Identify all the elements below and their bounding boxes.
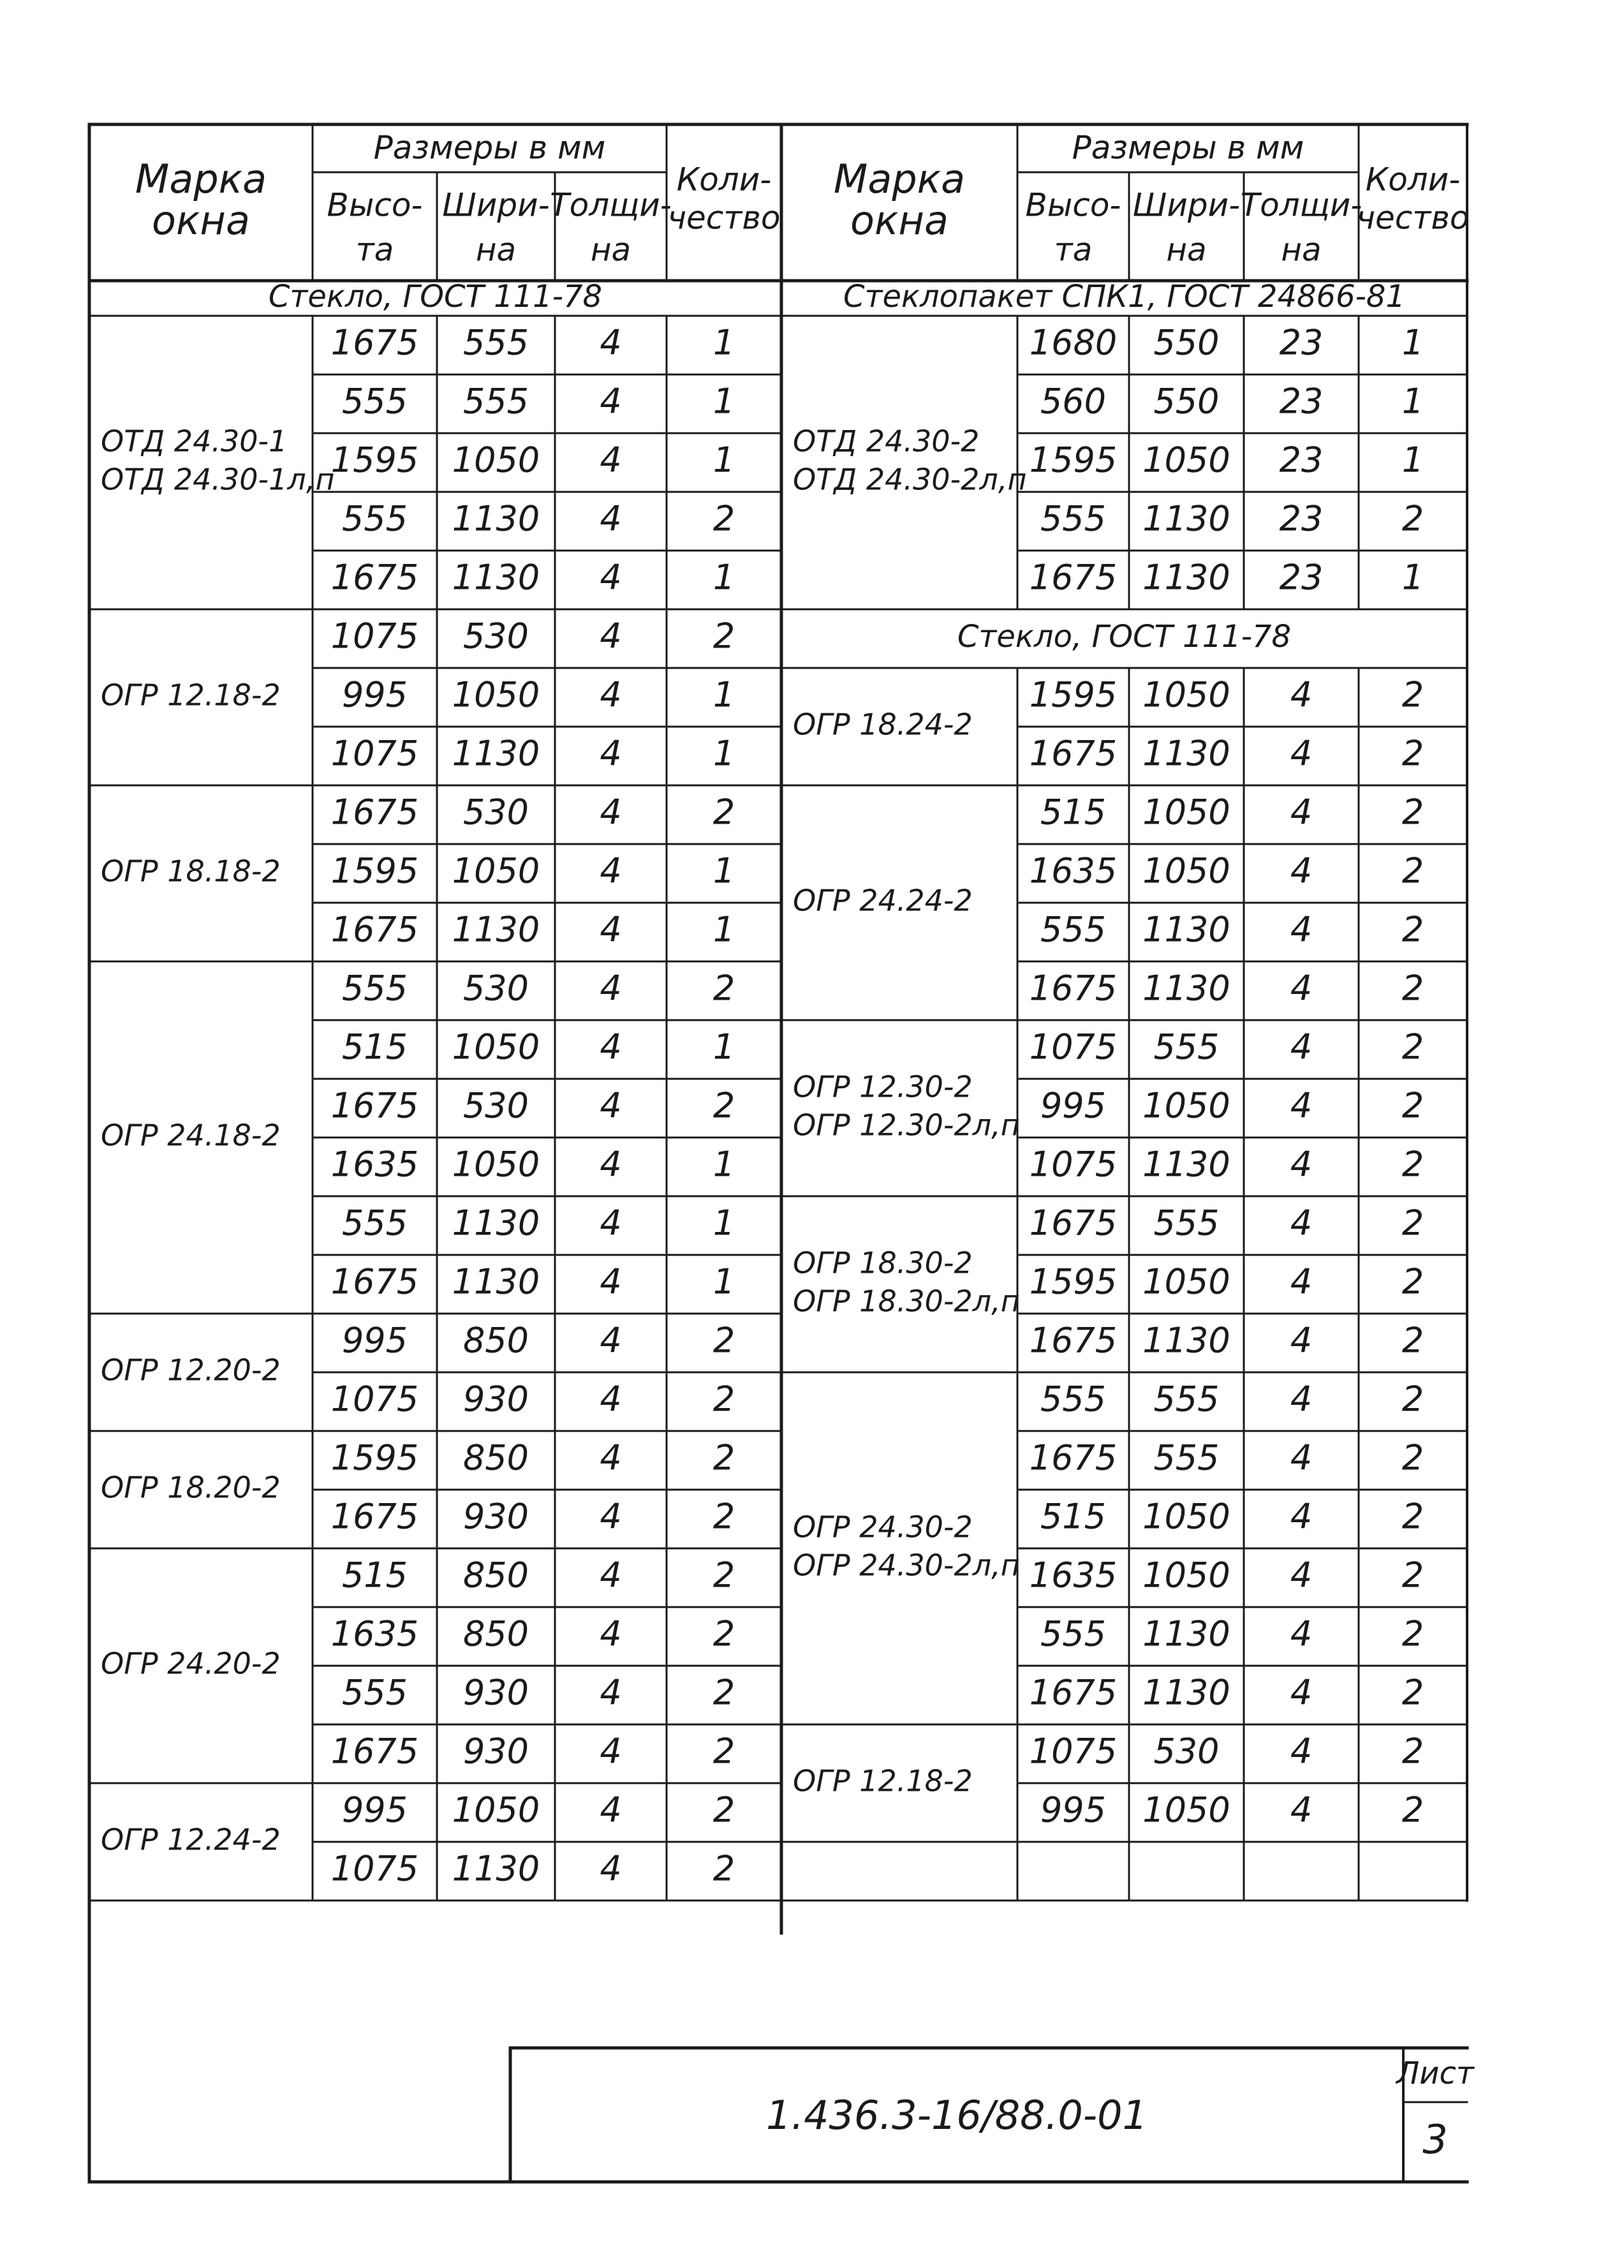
right-cell-quantity: 2 bbox=[1401, 909, 1424, 950]
right-cell-height: 1075 bbox=[1029, 1731, 1118, 1772]
left-cell-quantity: 2 bbox=[712, 792, 735, 833]
left-header-quantity: чество bbox=[667, 199, 781, 237]
right-cell-height: 1680 bbox=[1029, 322, 1118, 363]
right-section-title: Стеклопакет СПК1, ГОСТ 24866-81 bbox=[843, 279, 1406, 315]
left-cell-width: 1050 bbox=[452, 1027, 540, 1067]
right-cell-width: 550 bbox=[1153, 381, 1220, 422]
right-window-mark: ОГР 24.30-2 bbox=[793, 1509, 973, 1545]
left-cell-thickness: 4 bbox=[600, 1203, 622, 1243]
right-header-thickness: на bbox=[1281, 231, 1322, 269]
left-cell-quantity: 1 bbox=[712, 322, 735, 363]
right-cell-quantity: 2 bbox=[1401, 1613, 1424, 1654]
left-cell-thickness: 4 bbox=[600, 1085, 622, 1126]
right-cell-width: 555 bbox=[1153, 1203, 1220, 1243]
right-cell-thickness: 4 bbox=[1290, 850, 1313, 891]
right-cell-thickness: 4 bbox=[1290, 1790, 1313, 1830]
left-cell-width: 1130 bbox=[452, 1261, 540, 1302]
sheet-number: 3 bbox=[1422, 2116, 1448, 2163]
right-cell-width: 1130 bbox=[1142, 498, 1230, 539]
right-header-thickness: Толщи- bbox=[1240, 186, 1362, 224]
right-cell-width: 555 bbox=[1153, 1027, 1220, 1067]
right-header-quantity: чество bbox=[1356, 199, 1470, 237]
right-section-title: Стекло, ГОСТ 111-78 bbox=[957, 619, 1292, 655]
table-grid bbox=[89, 124, 1467, 2182]
left-cell-height: 555 bbox=[341, 498, 408, 539]
right-cell-quantity: 2 bbox=[1401, 1496, 1424, 1537]
left-cell-thickness: 4 bbox=[600, 1731, 622, 1772]
right-cell-width: 1050 bbox=[1142, 440, 1230, 480]
left-cell-thickness: 4 bbox=[600, 498, 622, 539]
right-cell-height: 1675 bbox=[1029, 733, 1118, 774]
left-cell-height: 1675 bbox=[330, 1731, 419, 1772]
right-window-mark: ОГР 24.30-2л,п bbox=[793, 1548, 1020, 1583]
left-cell-thickness: 4 bbox=[600, 674, 622, 715]
right-cell-quantity: 2 bbox=[1401, 498, 1424, 539]
right-window-mark: ОГР 18.30-2 bbox=[793, 1245, 973, 1280]
left-cell-height: 1635 bbox=[330, 1144, 419, 1185]
left-cell-thickness: 4 bbox=[600, 1027, 622, 1067]
right-cell-quantity: 2 bbox=[1401, 1144, 1424, 1185]
left-window-mark: ОГР 18.20-2 bbox=[101, 1470, 281, 1505]
right-header-height: Высо- bbox=[1025, 186, 1121, 224]
left-cell-height: 1075 bbox=[330, 1848, 419, 1889]
left-cell-width: 1130 bbox=[452, 1203, 540, 1243]
right-cell-width: 1130 bbox=[1142, 557, 1230, 598]
right-cell-thickness: 4 bbox=[1290, 674, 1313, 715]
left-cell-thickness: 4 bbox=[600, 1144, 622, 1185]
right-cell-quantity: 2 bbox=[1401, 850, 1424, 891]
left-cell-width: 530 bbox=[462, 616, 529, 656]
left-cell-thickness: 4 bbox=[600, 1437, 622, 1478]
left-cell-quantity: 1 bbox=[712, 1203, 735, 1243]
right-cell-height: 995 bbox=[1040, 1790, 1107, 1830]
table-text bbox=[101, 130, 1475, 2163]
left-window-mark: ОГР 24.20-2 bbox=[101, 1646, 281, 1681]
left-cell-height: 515 bbox=[341, 1027, 408, 1067]
right-cell-quantity: 2 bbox=[1401, 968, 1424, 1009]
right-cell-thickness: 4 bbox=[1290, 1555, 1313, 1596]
right-window-mark: ОГР 12.30-2л,п bbox=[793, 1108, 1020, 1143]
right-cell-height: 1595 bbox=[1029, 440, 1118, 480]
right-cell-thickness: 23 bbox=[1279, 557, 1324, 598]
left-cell-thickness: 4 bbox=[600, 850, 622, 891]
left-cell-width: 1050 bbox=[452, 440, 540, 480]
right-cell-height: 1675 bbox=[1029, 1320, 1118, 1361]
right-cell-height: 1675 bbox=[1029, 1437, 1118, 1478]
left-cell-height: 1075 bbox=[330, 1379, 419, 1419]
left-cell-width: 850 bbox=[462, 1555, 529, 1596]
left-header-mark: Марка bbox=[135, 156, 267, 203]
left-cell-quantity: 1 bbox=[712, 1144, 735, 1185]
left-header-height: та bbox=[355, 231, 394, 269]
right-cell-height: 555 bbox=[1040, 909, 1107, 950]
left-cell-quantity: 1 bbox=[712, 733, 735, 774]
right-cell-width: 1050 bbox=[1142, 850, 1230, 891]
right-window-mark: ОГР 24.24-2 bbox=[793, 883, 973, 918]
right-cell-quantity: 1 bbox=[1401, 322, 1424, 363]
left-header-mark: окна bbox=[152, 197, 250, 244]
right-cell-width: 1050 bbox=[1142, 1790, 1230, 1830]
left-cell-thickness: 4 bbox=[600, 322, 622, 363]
right-cell-thickness: 4 bbox=[1290, 1731, 1313, 1772]
left-cell-quantity: 2 bbox=[712, 498, 735, 539]
left-cell-width: 1050 bbox=[452, 674, 540, 715]
right-header-mark: окна bbox=[850, 197, 949, 244]
left-cell-width: 1130 bbox=[452, 1848, 540, 1889]
left-cell-quantity: 1 bbox=[712, 381, 735, 422]
left-cell-quantity: 2 bbox=[712, 1731, 735, 1772]
right-cell-height: 1675 bbox=[1029, 968, 1118, 1009]
left-cell-width: 530 bbox=[462, 1085, 529, 1126]
right-cell-thickness: 4 bbox=[1290, 1613, 1313, 1654]
left-cell-thickness: 4 bbox=[600, 616, 622, 656]
right-cell-width: 1050 bbox=[1142, 1555, 1230, 1596]
left-cell-height: 1595 bbox=[330, 1437, 419, 1478]
right-cell-thickness: 4 bbox=[1290, 1379, 1313, 1419]
right-cell-quantity: 1 bbox=[1401, 557, 1424, 598]
right-cell-quantity: 2 bbox=[1401, 1731, 1424, 1772]
right-cell-height: 555 bbox=[1040, 498, 1107, 539]
left-cell-thickness: 4 bbox=[600, 1261, 622, 1302]
right-cell-thickness: 23 bbox=[1279, 322, 1324, 363]
right-cell-height: 995 bbox=[1040, 1085, 1107, 1126]
left-window-mark: ОГР 18.18-2 bbox=[101, 854, 281, 889]
left-window-mark: ОГР 12.20-2 bbox=[101, 1353, 281, 1388]
right-window-mark: ОТД 24.30-2л,п bbox=[793, 462, 1027, 497]
left-cell-thickness: 4 bbox=[600, 1790, 622, 1830]
right-cell-quantity: 1 bbox=[1401, 381, 1424, 422]
left-cell-width: 530 bbox=[462, 968, 529, 1009]
right-cell-thickness: 23 bbox=[1279, 498, 1324, 539]
left-cell-height: 1595 bbox=[330, 850, 419, 891]
left-cell-width: 930 bbox=[462, 1379, 529, 1419]
right-cell-height: 515 bbox=[1040, 792, 1107, 833]
right-cell-quantity: 2 bbox=[1401, 1203, 1424, 1243]
left-window-mark: ОГР 12.18-2 bbox=[101, 678, 281, 713]
left-cell-thickness: 4 bbox=[600, 1848, 622, 1889]
right-cell-quantity: 2 bbox=[1401, 733, 1424, 774]
left-cell-quantity: 1 bbox=[712, 1027, 735, 1067]
right-cell-thickness: 4 bbox=[1290, 1437, 1313, 1478]
left-cell-width: 1130 bbox=[452, 733, 540, 774]
right-cell-height: 555 bbox=[1040, 1613, 1107, 1654]
right-cell-thickness: 4 bbox=[1290, 968, 1313, 1009]
left-section-title: Стекло, ГОСТ 111-78 bbox=[268, 279, 603, 315]
left-cell-thickness: 4 bbox=[600, 968, 622, 1009]
right-header-width: на bbox=[1166, 231, 1207, 269]
left-cell-quantity: 1 bbox=[712, 909, 735, 950]
right-header-height: та bbox=[1054, 231, 1093, 269]
right-cell-thickness: 4 bbox=[1290, 1144, 1313, 1185]
left-cell-quantity: 2 bbox=[712, 1085, 735, 1126]
left-cell-width: 930 bbox=[462, 1731, 529, 1772]
left-header-width: Шири- bbox=[442, 186, 550, 224]
left-cell-height: 515 bbox=[341, 1555, 408, 1596]
left-cell-height: 995 bbox=[341, 1790, 408, 1830]
right-cell-thickness: 4 bbox=[1290, 1203, 1313, 1243]
left-cell-thickness: 4 bbox=[600, 1672, 622, 1713]
left-cell-thickness: 4 bbox=[600, 1555, 622, 1596]
right-cell-thickness: 4 bbox=[1290, 1027, 1313, 1067]
right-cell-thickness: 4 bbox=[1290, 909, 1313, 950]
left-cell-thickness: 4 bbox=[600, 557, 622, 598]
left-cell-quantity: 1 bbox=[712, 850, 735, 891]
right-cell-thickness: 4 bbox=[1290, 1085, 1313, 1126]
left-header-thickness: на bbox=[590, 231, 631, 269]
right-cell-width: 1050 bbox=[1142, 674, 1230, 715]
left-cell-width: 930 bbox=[462, 1672, 529, 1713]
left-cell-width: 930 bbox=[462, 1496, 529, 1537]
left-cell-height: 1675 bbox=[330, 1261, 419, 1302]
left-cell-quantity: 2 bbox=[712, 1790, 735, 1830]
left-cell-width: 1050 bbox=[452, 1144, 540, 1185]
right-cell-height: 1635 bbox=[1029, 1555, 1118, 1596]
right-cell-width: 1130 bbox=[1142, 1672, 1230, 1713]
left-cell-height: 1595 bbox=[330, 440, 419, 480]
left-cell-quantity: 2 bbox=[712, 1320, 735, 1361]
left-header-height: Высо- bbox=[327, 186, 423, 224]
left-cell-quantity: 1 bbox=[712, 440, 735, 480]
right-cell-quantity: 2 bbox=[1401, 1790, 1424, 1830]
right-header-quantity: Коли- bbox=[1365, 161, 1461, 198]
right-window-mark: ОГР 18.30-2л,п bbox=[793, 1284, 1020, 1319]
left-cell-quantity: 1 bbox=[712, 674, 735, 715]
right-cell-width: 1050 bbox=[1142, 1496, 1230, 1537]
right-cell-thickness: 23 bbox=[1279, 440, 1324, 480]
left-cell-height: 995 bbox=[341, 674, 408, 715]
right-cell-width: 1130 bbox=[1142, 968, 1230, 1009]
left-cell-height: 555 bbox=[341, 968, 408, 1009]
right-cell-width: 555 bbox=[1153, 1437, 1220, 1478]
right-cell-quantity: 2 bbox=[1401, 1437, 1424, 1478]
right-cell-width: 1130 bbox=[1142, 733, 1230, 774]
right-cell-quantity: 2 bbox=[1401, 1672, 1424, 1713]
left-cell-height: 1675 bbox=[330, 909, 419, 950]
right-cell-thickness: 4 bbox=[1290, 1261, 1313, 1302]
right-cell-height: 1635 bbox=[1029, 850, 1118, 891]
right-cell-quantity: 2 bbox=[1401, 1261, 1424, 1302]
right-cell-width: 1050 bbox=[1142, 1085, 1230, 1126]
drawing-code: 1.436.3-16/88.0-01 bbox=[765, 2092, 1148, 2139]
right-cell-width: 550 bbox=[1153, 322, 1220, 363]
left-cell-thickness: 4 bbox=[600, 733, 622, 774]
right-cell-quantity: 1 bbox=[1401, 440, 1424, 480]
left-cell-quantity: 2 bbox=[712, 1613, 735, 1654]
left-cell-quantity: 1 bbox=[712, 557, 735, 598]
right-cell-height: 1075 bbox=[1029, 1144, 1118, 1185]
right-cell-quantity: 2 bbox=[1401, 1320, 1424, 1361]
right-cell-width: 1050 bbox=[1142, 792, 1230, 833]
right-cell-thickness: 4 bbox=[1290, 792, 1313, 833]
right-cell-height: 1595 bbox=[1029, 674, 1118, 715]
right-cell-height: 1675 bbox=[1029, 1203, 1118, 1243]
right-cell-height: 515 bbox=[1040, 1496, 1107, 1537]
right-cell-height: 1675 bbox=[1029, 557, 1118, 598]
left-cell-width: 555 bbox=[462, 381, 529, 422]
right-cell-height: 1075 bbox=[1029, 1027, 1118, 1067]
left-window-mark: ОТД 24.30-1л,п bbox=[101, 462, 335, 497]
right-header-mark: Марка bbox=[833, 156, 966, 203]
right-window-mark: ОГР 12.18-2 bbox=[793, 1763, 973, 1798]
left-window-mark: ОГР 24.18-2 bbox=[101, 1118, 281, 1153]
left-window-mark: ОТД 24.30-1 bbox=[101, 424, 288, 459]
left-cell-width: 1130 bbox=[452, 557, 540, 598]
right-cell-height: 1675 bbox=[1029, 1672, 1118, 1713]
right-cell-width: 555 bbox=[1153, 1379, 1220, 1419]
left-cell-quantity: 2 bbox=[712, 1496, 735, 1537]
left-cell-width: 850 bbox=[462, 1437, 529, 1478]
left-cell-thickness: 4 bbox=[600, 381, 622, 422]
left-cell-quantity: 2 bbox=[712, 1672, 735, 1713]
right-cell-quantity: 2 bbox=[1401, 1027, 1424, 1067]
left-cell-height: 1675 bbox=[330, 1085, 419, 1126]
left-cell-width: 1130 bbox=[452, 498, 540, 539]
left-cell-height: 995 bbox=[341, 1320, 408, 1361]
right-window-mark: ОГР 18.24-2 bbox=[793, 707, 973, 742]
left-window-mark: ОГР 12.24-2 bbox=[101, 1822, 281, 1857]
left-cell-quantity: 2 bbox=[712, 1379, 735, 1419]
right-cell-quantity: 2 bbox=[1401, 792, 1424, 833]
right-cell-width: 1130 bbox=[1142, 909, 1230, 950]
right-cell-height: 555 bbox=[1040, 1379, 1107, 1419]
left-cell-quantity: 2 bbox=[712, 616, 735, 656]
right-cell-quantity: 2 bbox=[1401, 674, 1424, 715]
right-header-width: Шири- bbox=[1132, 186, 1241, 224]
right-cell-height: 560 bbox=[1040, 381, 1107, 422]
left-cell-thickness: 4 bbox=[600, 909, 622, 950]
left-cell-height: 555 bbox=[341, 1672, 408, 1713]
left-cell-height: 1675 bbox=[330, 792, 419, 833]
right-cell-thickness: 23 bbox=[1279, 381, 1324, 422]
right-cell-width: 1130 bbox=[1142, 1320, 1230, 1361]
left-cell-height: 1675 bbox=[330, 322, 419, 363]
right-cell-thickness: 4 bbox=[1290, 733, 1313, 774]
right-cell-width: 1130 bbox=[1142, 1613, 1230, 1654]
left-cell-height: 555 bbox=[341, 1203, 408, 1243]
right-cell-thickness: 4 bbox=[1290, 1320, 1313, 1361]
left-cell-width: 530 bbox=[462, 792, 529, 833]
left-cell-height: 555 bbox=[341, 381, 408, 422]
left-cell-height: 1635 bbox=[330, 1613, 419, 1654]
right-cell-height: 1595 bbox=[1029, 1261, 1118, 1302]
left-cell-width: 850 bbox=[462, 1320, 529, 1361]
left-cell-height: 1675 bbox=[330, 1496, 419, 1537]
right-cell-thickness: 4 bbox=[1290, 1672, 1313, 1713]
left-cell-width: 1050 bbox=[452, 850, 540, 891]
left-cell-quantity: 2 bbox=[712, 1555, 735, 1596]
left-cell-width: 555 bbox=[462, 322, 529, 363]
left-cell-height: 1075 bbox=[330, 616, 419, 656]
right-cell-width: 1130 bbox=[1142, 1144, 1230, 1185]
right-cell-width: 1050 bbox=[1142, 1261, 1230, 1302]
right-cell-quantity: 2 bbox=[1401, 1085, 1424, 1126]
left-cell-quantity: 2 bbox=[712, 1437, 735, 1478]
left-cell-height: 1675 bbox=[330, 557, 419, 598]
right-cell-quantity: 2 bbox=[1401, 1379, 1424, 1419]
left-cell-thickness: 4 bbox=[600, 440, 622, 480]
right-cell-thickness: 4 bbox=[1290, 1496, 1313, 1537]
left-cell-quantity: 2 bbox=[712, 1848, 735, 1889]
sheet-label: Лист bbox=[1396, 2056, 1474, 2091]
left-cell-thickness: 4 bbox=[600, 1496, 622, 1537]
left-cell-thickness: 4 bbox=[600, 1320, 622, 1361]
left-cell-width: 1050 bbox=[452, 1790, 540, 1830]
left-cell-width: 1130 bbox=[452, 909, 540, 950]
right-cell-width: 530 bbox=[1153, 1731, 1220, 1772]
right-window-mark: ОТД 24.30-2 bbox=[793, 424, 980, 459]
left-cell-quantity: 1 bbox=[712, 1261, 735, 1302]
left-header-thickness: Толщи- bbox=[550, 186, 672, 224]
left-cell-width: 850 bbox=[462, 1613, 529, 1654]
right-window-mark: ОГР 12.30-2 bbox=[793, 1069, 973, 1104]
right-cell-quantity: 2 bbox=[1401, 1555, 1424, 1596]
left-cell-quantity: 2 bbox=[712, 968, 735, 1009]
left-cell-thickness: 4 bbox=[600, 792, 622, 833]
left-cell-thickness: 4 bbox=[600, 1379, 622, 1419]
left-cell-height: 1075 bbox=[330, 733, 419, 774]
left-cell-thickness: 4 bbox=[600, 1613, 622, 1654]
left-header-sizes: Размеры в мм bbox=[373, 129, 606, 167]
left-header-quantity: Коли- bbox=[676, 161, 772, 198]
right-header-sizes: Размеры в мм bbox=[1072, 129, 1304, 167]
left-header-width: на bbox=[475, 231, 517, 269]
